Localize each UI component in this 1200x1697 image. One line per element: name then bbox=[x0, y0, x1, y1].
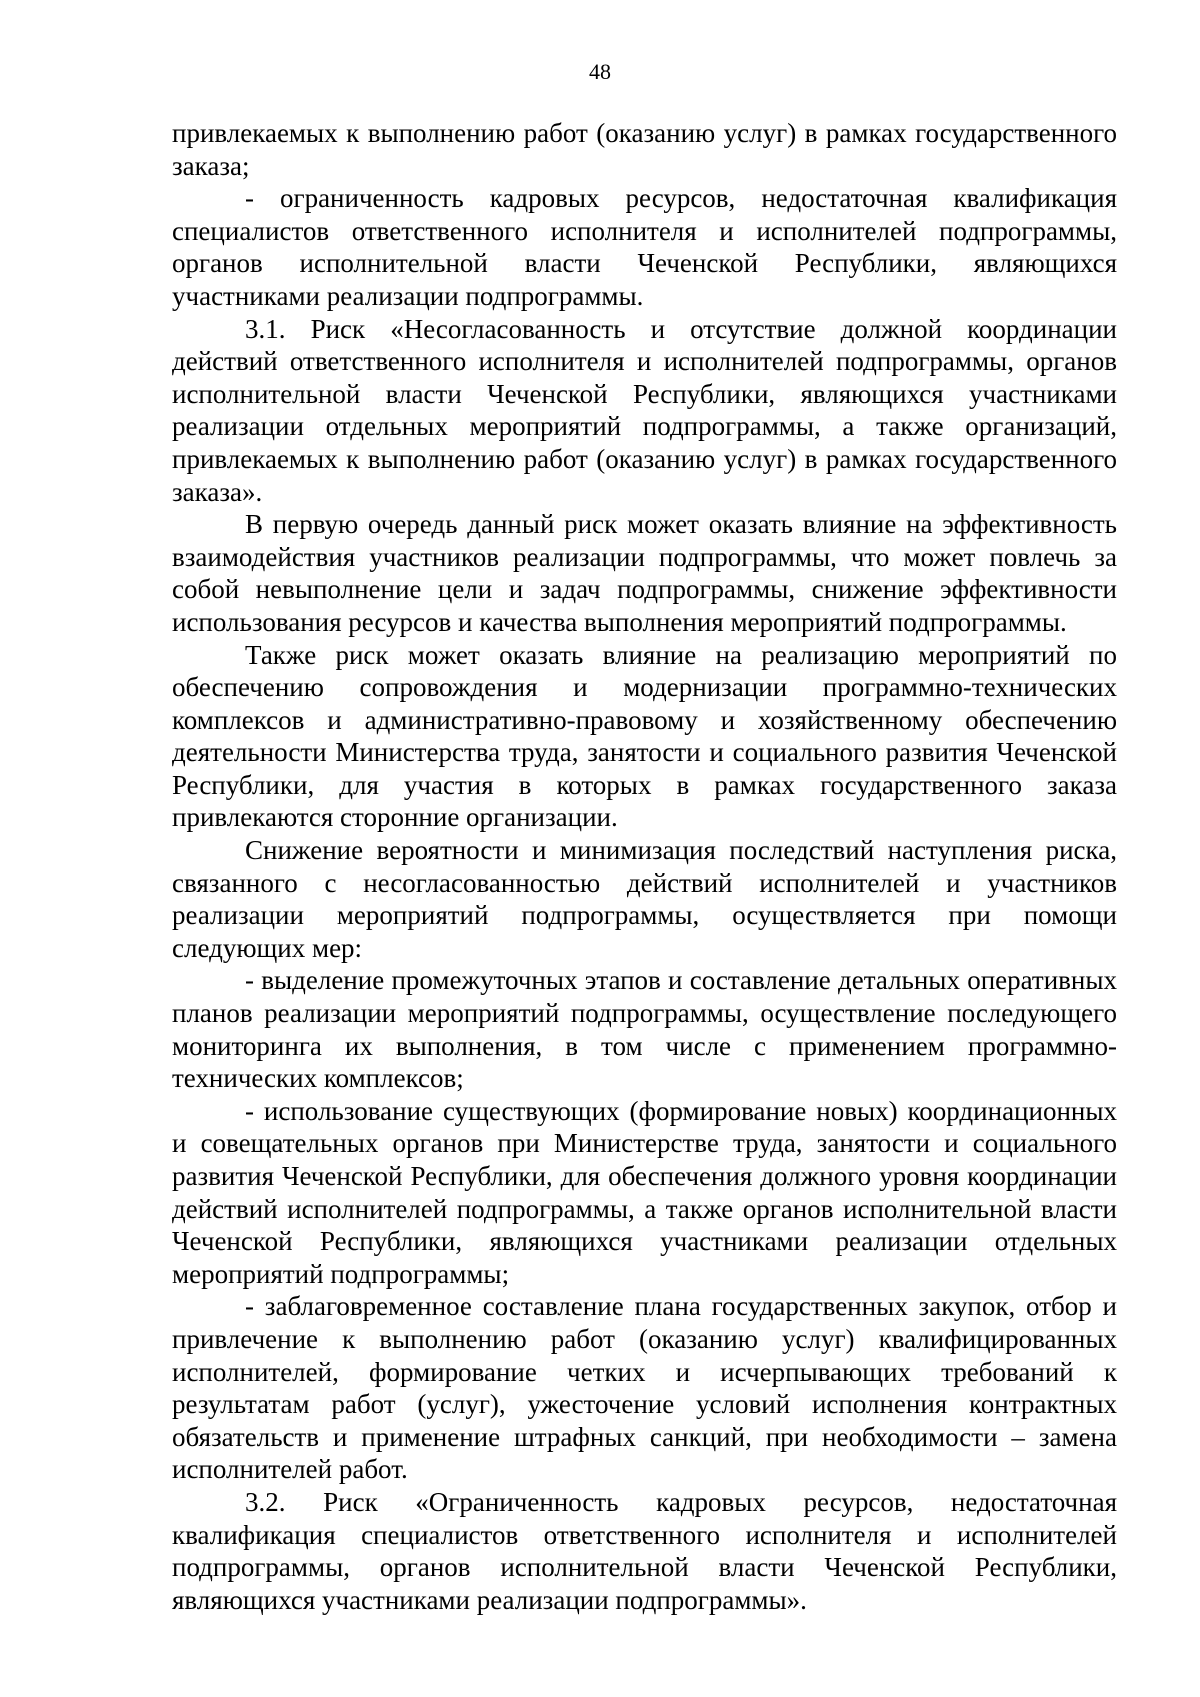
paragraph: 3.1. Риск «Несогласованность и отсутствие должной координации действий ответственного исполнителя и исполнителей подпрограммы, органов исполнительной власти Чеченской Республики, являющихся участниками реализации отдельных мероприятий подпрограммы, а также организаций, привлекаемых к выполнению работ (оказанию услуг) в рамках государственного заказа». bbox=[172, 313, 1117, 507]
paragraph: 3.2. Риск «Ограниченность кадровых ресурсов, недостаточная квалификация специалистов ответственного исполнителя и исполнителей подпрограммы, органов исполнительной власти Чеченской Республики, являющихся участниками реализации подпрограммы». bbox=[172, 1486, 1117, 1615]
paragraph: привлекаемых к выполнению работ (оказанию услуг) в рамках государственного заказа; bbox=[172, 118, 1117, 181]
paragraph: В первую очередь данный риск может оказать влияние на эффективность взаимодействия участников реализации подпрограммы, что может повлечь за собой невыполнение цели и задач подпрограммы, снижение эффективности использования ресурсов и качества выполнения мероприятий подпрограммы. bbox=[172, 509, 1117, 637]
paragraph: Снижение вероятности и минимизация последствий наступления риска, связанного с несогласованностью действий исполнителей и участников реализации мероприятий подпрограммы, осуществляется при помощи следующих мер: bbox=[172, 835, 1117, 963]
paragraph: Также риск может оказать влияние на реализацию мероприятий по обеспечению сопровождения и модернизации программно-технических комплексов и административно-правовому и хозяйственному обеспечению деятельности Министерства труда, занятости и социального развития Чеченской Республики, для участия в которых в рамках государственного заказа привлекаются сторонние организации. bbox=[172, 639, 1117, 833]
page-number: 48 bbox=[589, 59, 611, 84]
paragraph: - ограниченность кадровых ресурсов, недостаточная квалификация специалистов ответственного исполнителя и исполнителей подпрограммы, органов исполнительной власти Чеченской Республики, являющихся участниками реализации подпрограммы. bbox=[172, 183, 1117, 311]
document-body bbox=[172, 117, 1117, 1616]
paragraph: - заблаговременное составление плана государственных закупок, отбор и привлечение к выполнению работ (оказанию услуг) квалифицированных исполнителей, формирование четких и исчерпывающих требований к результатам работ (услуг), ужесточение условий исполнения контрактных обязательств и применение штрафных санкций, при необходимости – замена исполнителей работ. bbox=[172, 1291, 1117, 1485]
paragraph: - использование существующих (формирование новых) координационных и совещательных органов при Министерстве труда, занятости и социального развития Чеченской Республики, для обеспечения должного уровня координации действий исполнителей подпрограммы, а также органов исполнительной власти Чеченской Республики, являющихся участниками реализации отдельных мероприятий подпрограммы; bbox=[172, 1095, 1117, 1289]
paragraph: - выделение промежуточных этапов и составление детальных оперативных планов реализации мероприятий подпрограммы, осуществление последующего мониторинга их выполнения, в том числе с применением программно-технических комплексов; bbox=[172, 965, 1117, 1094]
